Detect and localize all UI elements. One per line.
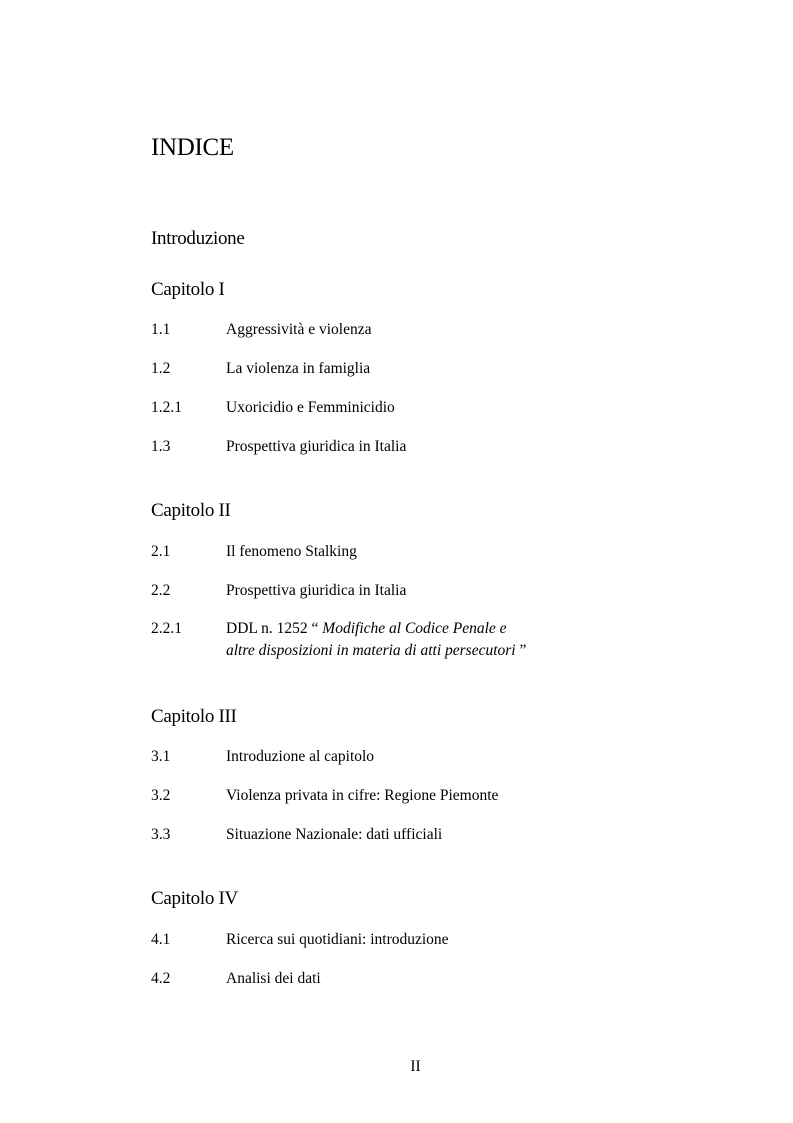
introduction-heading: Introduzione: [151, 228, 245, 249]
page-number: II: [410, 1058, 421, 1075]
toc-entry-number: 1.1: [151, 321, 171, 338]
chapter-3-heading: Capitolo III: [151, 706, 237, 727]
toc-entry-number: 2.2.1: [151, 620, 182, 637]
toc-entry-title: Analisi dei dati: [226, 970, 321, 987]
toc-entry-italic-title-line-1: Modifiche al Codice Penale e: [322, 620, 507, 637]
toc-entry-title: Il fenomeno Stalking: [226, 543, 357, 560]
toc-entry-number: 1.2.1: [151, 399, 182, 416]
toc-entry-number: 2.1: [151, 543, 171, 560]
toc-entry-number: 3.3: [151, 826, 171, 843]
chapter-4-heading: Capitolo IV: [151, 888, 238, 909]
toc-entry-prefix: DDL n. 1252 “: [226, 620, 323, 637]
toc-entry-title: Violenza privata in cifre: Regione Piemonte: [226, 787, 499, 804]
toc-entry-number: 1.3: [151, 438, 171, 455]
toc-entry-number: 3.1: [151, 748, 171, 765]
chapter-2-heading: Capitolo II: [151, 500, 231, 521]
toc-entry-title: [226, 618, 706, 662]
toc-entry-title: Introduzione al capitolo: [226, 748, 375, 765]
toc-entry-number: 4.2: [151, 970, 171, 987]
toc-entry-title: Situazione Nazionale: dati ufficiali: [226, 826, 443, 843]
toc-entry-number: 4.1: [151, 931, 171, 948]
toc-entry-number: 2.2: [151, 582, 171, 599]
page-title: INDICE: [151, 134, 234, 161]
chapter-1-heading: Capitolo I: [151, 279, 225, 300]
toc-entry-title: Prospettiva giuridica in Italia: [226, 438, 407, 455]
toc-entry-italic-title-line-2: altre disposizioni in materia di atti persecutori: [226, 642, 516, 659]
toc-entry-title: La violenza in famiglia: [226, 360, 371, 377]
toc-entry-title: Aggressività e violenza: [226, 321, 372, 338]
toc-entry-number: 3.2: [151, 787, 171, 804]
toc-entry-number: 1.2: [151, 360, 171, 377]
toc-entry-title: Uxoricidio e Femminicidio: [226, 399, 395, 416]
toc-entry-title: Prospettiva giuridica in Italia: [226, 582, 407, 599]
toc-entry-suffix: ”: [515, 642, 527, 659]
toc-entry-title: Ricerca sui quotidiani: introduzione: [226, 931, 449, 948]
